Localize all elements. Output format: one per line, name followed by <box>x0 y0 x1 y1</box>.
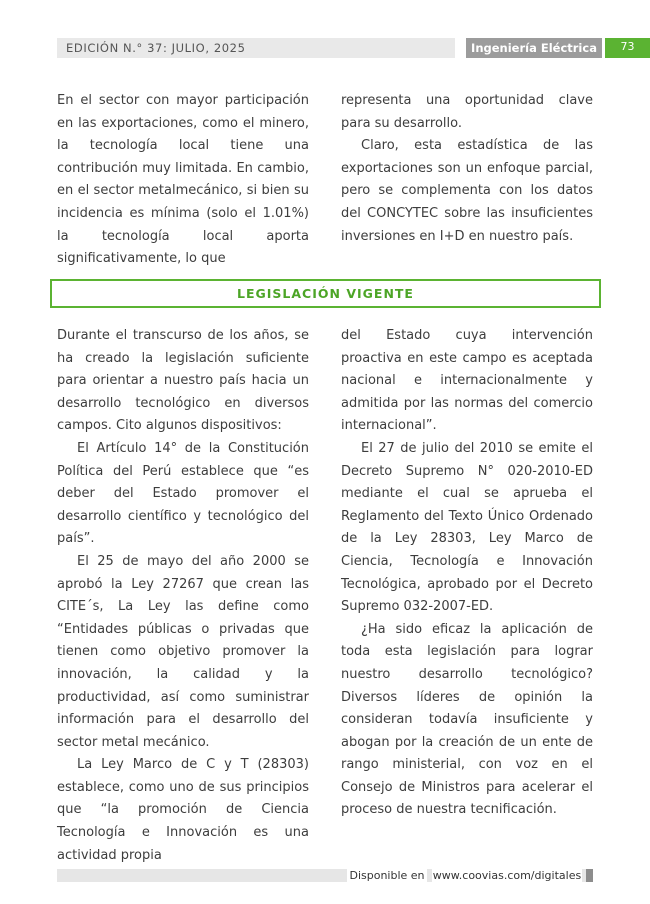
body-right-column <box>341 325 593 822</box>
paragraph: representa una oportunidad clave para su desarrollo. <box>341 93 593 131</box>
section-title: LEGISLACIÓN VIGENTE <box>237 286 414 301</box>
paragraph: Durante el transcurso de los años, se ha creado la legislación suficiente para orientar a nuestro país hacia un desarrollo tecnológico en diversos campos. Cito algunos dispositivos: <box>57 328 309 434</box>
paragraph: El 27 de julio del 2010 se emite el Decreto Supremo N° 020-2010-ED mediante el cual se aprueba el Reglamento del Texto Único Ordenado de la Ley 28303, Ley Marco de Ciencia, Tecnología e Innovación Tecnológica, aprobado por el Decreto Supremo 032-2007-ED. <box>341 440 593 615</box>
footer-label: Disponible en <box>347 868 427 883</box>
section-tab: Ingeniería Eléctrica <box>466 38 602 58</box>
top-left-column <box>57 90 309 271</box>
top-right-column <box>341 90 593 248</box>
paragraph: El Artículo 14° de la Constitución Política del Perú establece que “es deber del Estado promover el desarrollo científico y tecnológico del país”. <box>57 440 309 547</box>
paragraph: En el sector con mayor participación en las exportaciones, como el minero, la tecnología local tiene una contribución muy limitada. En cambio, en el sector metalmecánico, si bien su incidencia es mínima (solo el 1.01%) la tecnología local aporta significativamente, lo que <box>57 93 309 267</box>
edition-label: EDICIÓN N.° 37: JULIO, 2025 <box>66 41 246 55</box>
page-number: 73 <box>605 38 650 58</box>
body-left-column <box>57 325 309 867</box>
paragraph: del Estado cuya intervención proactiva en este campo es aceptada nacional e internacionalmente y admitida por las normas del comercio internacional”. <box>341 328 593 434</box>
footer-url-link[interactable]: www.coovias.com/digitales <box>432 869 582 882</box>
footer-end-block <box>586 869 593 882</box>
paragraph: El 25 de mayo del año 2000 se aprobó la Ley 27267 que crean las CITE´s, La Ley las define como “Entidades públicas o privadas que tienen como objetivo promover la innovación, la calidad y la productividad, así como suministrar información para el desarrollo del sector metal mecánico. <box>57 553 309 750</box>
paragraph: La Ley Marco de C y T (28303) establece, como uno de sus principios que “la promoción de Ciencia Tecnología e Innovación es una actividad propia <box>57 757 309 863</box>
paragraph: Claro, esta estadística de las exportaciones son un enfoque parcial, pero se complementa con los datos del CONCYTEC sobre las insuficientes inversiones en I+D en nuestro país. <box>341 138 593 244</box>
section-title-box <box>50 279 601 308</box>
paragraph: ¿Ha sido eficaz la aplicación de toda esta legislación para lograr nuestro desarrollo tecnológico? Diversos líderes de opinión la consideran todavía insuficiente y abogan por la creación de un ente de rango ministerial, con voz en el Consejo de Ministros para acelerar el proceso de nuestra tecnificación. <box>341 621 593 818</box>
